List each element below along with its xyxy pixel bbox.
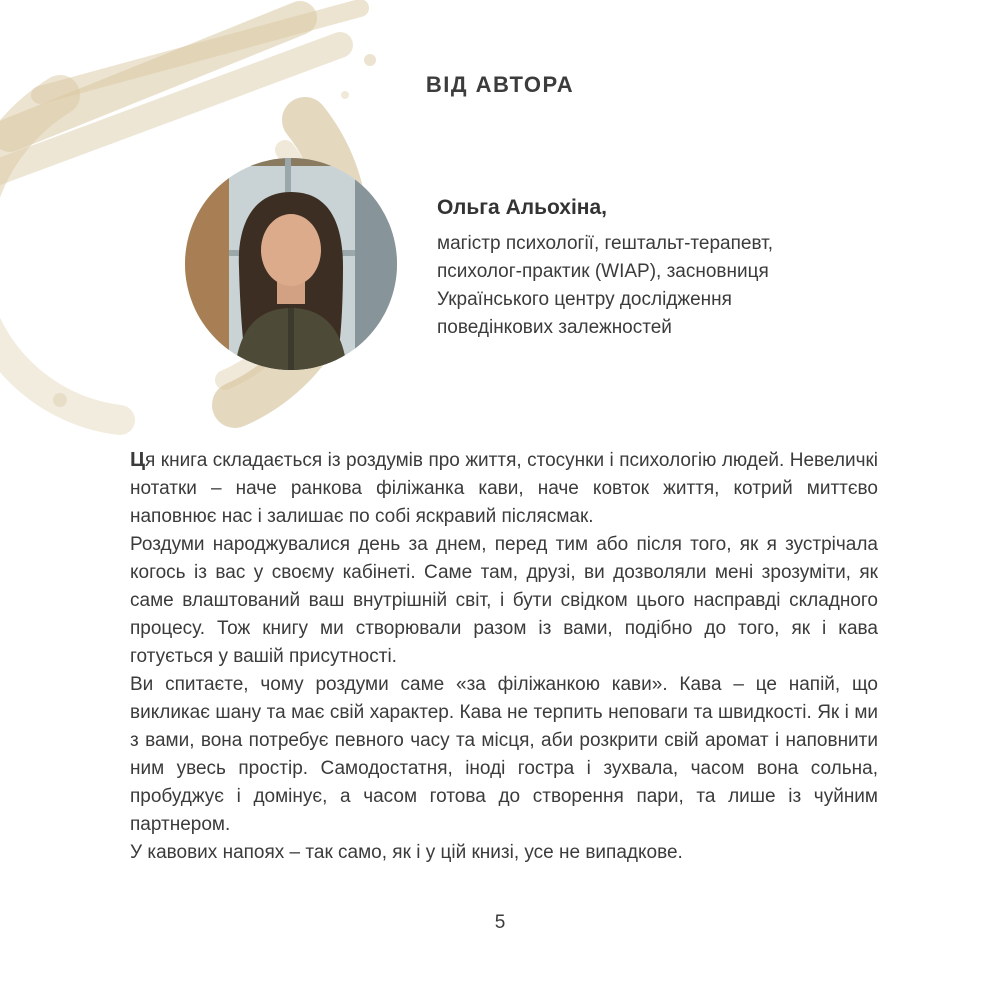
author-info bbox=[437, 158, 773, 342]
body-text bbox=[130, 446, 878, 867]
paragraph-3: Ви спитаєте, чому роздуми саме «за філіжанкою кави». Кава – це напій, що викликає шану та має свій характер. Кава не терпить неповаги та швидкості. Як і ми з вами, вона потребує певного часу та місця, аби розкрити свій аромат і наповнити ним увесь простір. Самодостатня, іноді гостра і зухвала, часом вона сольна, пробуджує і домінує, а часом готова до створення пари, та лише із чуйним партнером. bbox=[130, 674, 878, 835]
page-number: 5 bbox=[494, 912, 506, 933]
author-section bbox=[185, 158, 773, 370]
author-name: Ольга Альохіна, bbox=[437, 196, 607, 219]
paragraph-4: У кавових напоях – так само, як і у цій книзі, усе не випадкове. bbox=[130, 842, 683, 863]
author-bio-line: поведінкових залежностей bbox=[437, 317, 672, 338]
author-portrait-graphic bbox=[185, 158, 397, 370]
author-bio-line: Українського центру дослідження bbox=[437, 289, 732, 310]
paragraph-1-text: я книга складається із роздумів про життя, стосунки і психологію людей. Невеличкі нотатки – наче ранкова філіжанка кави, наче ковток життя, котрий миттєво наповнює нас і залишає по собі яскравий післясмак. bbox=[130, 450, 878, 527]
author-bio-line: психолог-практик (WIAP), засновниця bbox=[437, 261, 769, 282]
author-photo bbox=[185, 158, 397, 370]
drop-cap: Ц bbox=[130, 448, 145, 471]
author-bio-line: магістр психології, гештальт-терапевт, bbox=[437, 233, 774, 254]
paragraph-2: Роздуми народжувалися день за днем, перед тим або після того, як я зустрічала когось із вас у своєму кабінеті. Саме там, друзі, ви дозволяли мені зрозуміти, як саме влаштований ваш внутрішній світ, і бути свідком цього насправді складного процесу. Тож книгу ми створювали разом із вами, подібно до того, як і кава готується у вашій присутності. bbox=[130, 534, 878, 667]
page-title: ВІД АВТОРА bbox=[425, 72, 575, 97]
paragraph-1 bbox=[130, 446, 878, 531]
